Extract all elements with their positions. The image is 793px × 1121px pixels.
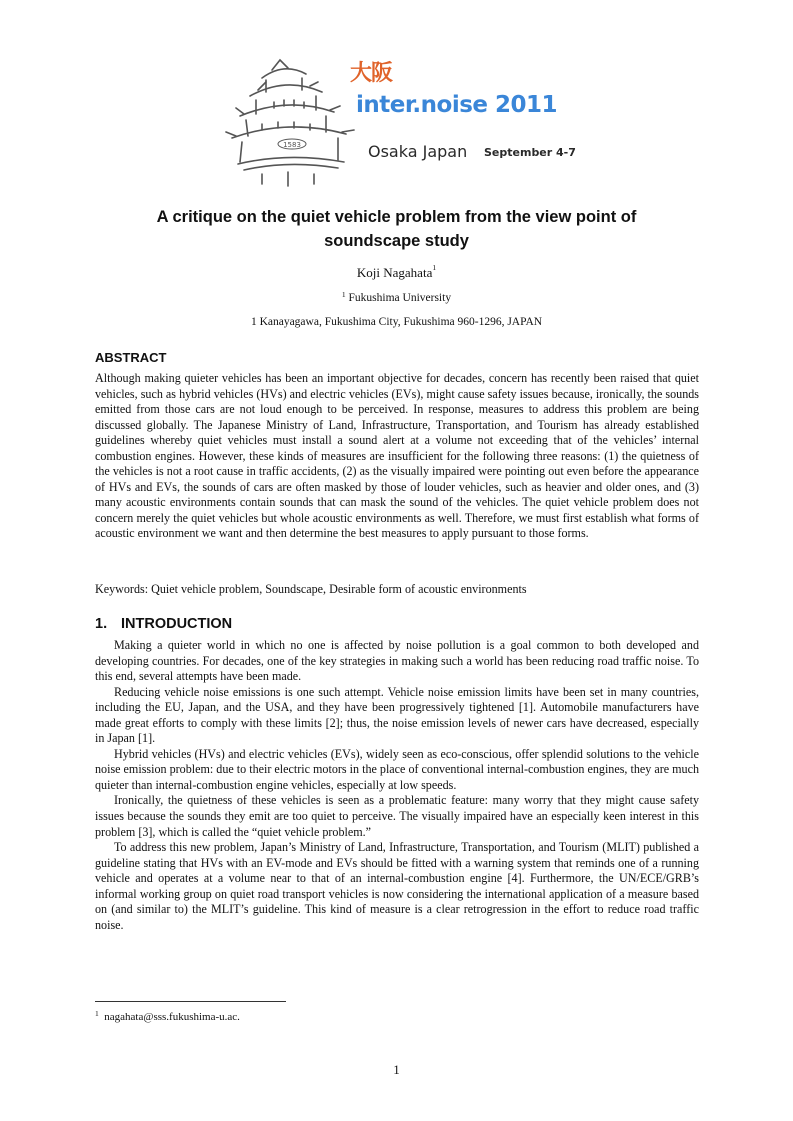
paragraph: Reducing vehicle noise emissions is one such attempt. Vehicle noise emission limits have been set in many countries, including the EU, Japan, and the USA, and they have been progressively tightened [1]. Automobile manufacturers have made great efforts to comply with these limits [2]; thus, the noise emission levels of newer cars have decreased, especially in Japan [1]. bbox=[95, 684, 699, 746]
footnote-superscript: 1 bbox=[95, 1009, 99, 1018]
logo-conference-name: inter.noise 2011 bbox=[356, 92, 558, 118]
section-body bbox=[95, 638, 699, 933]
affiliation: Fukushima University bbox=[348, 292, 452, 304]
logo-kanji: 大阪 bbox=[350, 61, 393, 86]
paper-title-line2: soundscape study bbox=[324, 232, 469, 250]
abstract-heading: ABSTRACT bbox=[95, 350, 167, 365]
footnote-rule bbox=[95, 1001, 286, 1002]
section-number: 1. bbox=[95, 616, 108, 632]
castle-year-mark: 1583 bbox=[283, 141, 301, 149]
author-superscript: 1 bbox=[432, 263, 437, 272]
paragraph: Hybrid vehicles (HVs) and electric vehicles (EVs), widely seen as eco-conscious, offer splendid solutions to the vehicle noise emission problem: due to their electric motors in the place of conventional internal-combustion engines, they are much quieter than internal-combustion engine vehicles, especially at low speeds. bbox=[95, 746, 699, 792]
osaka-castle-icon bbox=[222, 56, 362, 188]
section-title: INTRODUCTION bbox=[121, 616, 233, 632]
page-number: 1 bbox=[393, 1062, 400, 1077]
paragraph: Ironically, the quietness of these vehicles is seen as a problematic feature: many worry that they might cause safety issues because the sounds they emit are too quiet to perceive. The visually impaired have an especially keen interest in this problem [3], which is called the “quiet vehicle problem.” bbox=[95, 793, 699, 839]
footnote-email: nagahata@sss.fukushima-u.ac. bbox=[104, 1011, 240, 1023]
address: 1 Kanayagawa, Fukushima City, Fukushima 960-1296, JAPAN bbox=[250, 316, 543, 328]
affiliation-line bbox=[95, 292, 698, 304]
conference-logo bbox=[222, 56, 602, 188]
footnote bbox=[95, 1011, 240, 1023]
author-name: Koji Nagahata bbox=[356, 265, 433, 280]
logo-place: Osaka Japan bbox=[368, 142, 468, 161]
paper-title-line1: A critique on the quiet vehicle problem from the view point of bbox=[156, 208, 637, 226]
abstract-body: Although making quieter vehicles has been an important objective for decades, concern has recently been raised that quiet vehicles, such as hybrid vehicles (HVs) and electric vehicles (EVs), might cause safety issues because, ironically, the sounds emitted from those cars are not loud enough to be perceived. In response, measures to address this problem are being discussed globally. The Japanese Ministry of Land, Infrastructure, Transportation, and Tourism has already established guidelines whereby quiet vehicles must install a sound alert at a volume not exceeding that of the vehicles’ internal combustion engines. However, these kinds of measures are insufficient for the following three reasons: (1) the quietness of the vehicles is not a root cause in traffic accidents, (2) as the visually impaired were pointing out even before the appearance of HVs and EVs, the sounds of cars are often masked by those of louder vehicles, such as heavier and older ones, and (3) many acoustic environments contain sounds that can mask the sound of the vehicles. The quiet vehicle problem does not concern merely the quiet vehicles but whole acoustic environments as well. Therefore, we must first establish what forms of acoustic environment we want and then determine the best measures to apply pursuant to those forms. bbox=[95, 371, 699, 541]
author-line bbox=[95, 265, 698, 281]
section-heading bbox=[95, 616, 232, 632]
affiliation-superscript: 1 bbox=[341, 290, 346, 299]
paragraph: To address this new problem, Japan’s Ministry of Land, Infrastructure, Transportation, and Tourism (MLIT) published a guideline stating that HVs with an EV-mode and EVs should be fitted with a warning system that reminds one of a running vehicle and operates at a volume near to that of an internal-combustion engine [4]. Furthermore, the UN/ECE/GRB’s informal working group on quiet road transport vehicles is now considering the international application of a measure based on (and similar to) the MLIT’s guideline. This kind of measure is a clear retrogression in the effort to reduce road traffic noise. bbox=[95, 840, 699, 932]
paragraph: Making a quieter world in which no one is affected by noise pollution is a goal common to both developed and developing countries. For decades, one of the key strategies in making such a world has been reducing road traffic noise. To this end, several attempts have been made. bbox=[95, 638, 699, 684]
paper-title bbox=[95, 205, 698, 253]
logo-date: September 4-7 bbox=[484, 146, 576, 159]
keywords: Keywords: Quiet vehicle problem, Soundscape, Desirable form of acoustic environments bbox=[95, 582, 527, 596]
